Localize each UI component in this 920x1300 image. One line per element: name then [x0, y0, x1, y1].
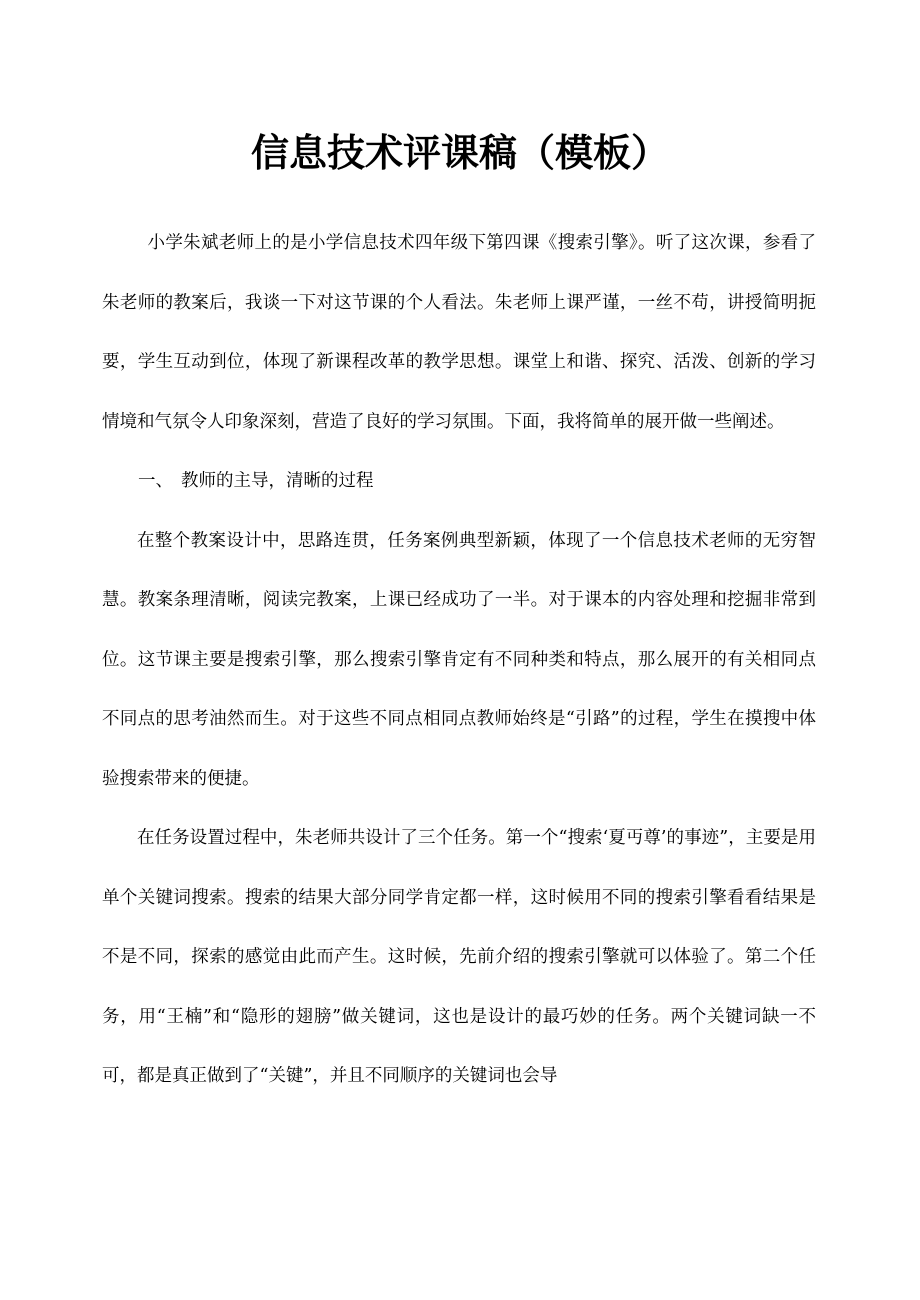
paragraph-tasks: 在任务设置过程中，朱老师共设计了三个任务。第一个“搜索‘夏丏尊’的事迹”，主要是用单个关键词搜索。搜索的结果大部分同学肯定都一样，这时候用不同的搜索引擎看看结果是不是不同，探索的感觉由此而产生。这时候，先前介绍的搜索引擎就可以体验了。第二个任务，用“王楠”和“隐形的翅膀”做关键词，这也是设计的最巧妙的任务。两个关键词缺一不可，都是真正做到了“关键”，并且不同顺序的关键词也会导 [102, 828, 816, 1086]
paragraph-intro: 小学朱斌老师上的是小学信息技术四年级下第四课《搜索引擎》。听了这次课，参看了朱老师的教案后，我谈一下对这节课的个人看法。朱老师上课严谨，一丝不苟，讲授简明扼要，学生互动到位，体现了新课程改革的教学思想。课堂上和谐、探究、活泼、创新的学习情境和气氛令人印象深刻，营造了良好的学习氛围。下面，我将简单的展开做一些阐述。 [102, 233, 816, 432]
section-heading-1 [102, 452, 816, 512]
document-title: 信息技术评课稿（模板） [250, 130, 669, 176]
section-number: 一、 [138, 471, 173, 491]
document-body [102, 214, 816, 1107]
paragraph-design: 在整个教案设计中，思路连贯，任务案例典型新颖，体现了一个信息技术老师的无穷智慧。教案条理清晰，阅读完教案，上课已经成功了一半。对于课本的内容处理和挖掘非常到位。这节课主要是搜索引擎，那么搜索引擎肯定有不同种类和特点，那么展开的有关相同点不同点的思考油然而生。对于这些不同点相同点教师始终是“引路”的过程，学生在摸搜中体验搜索带来的便捷。 [102, 530, 816, 789]
section-heading-text: 教师的主导，清晰的过程 [181, 471, 374, 491]
